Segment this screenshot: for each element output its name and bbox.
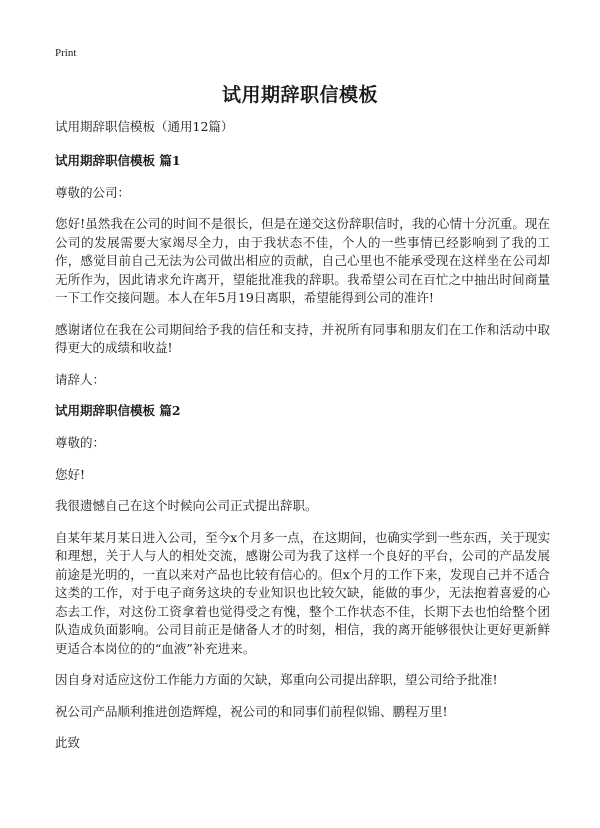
body-paragraph: 感谢诸位在我在公司期间给予我的信任和支持，并祝所有同事和朋友们在工作和活动中取得更大的成绩和收益! [55, 321, 550, 355]
document-subtitle: 试用期辞职信模板（通用12篇） [55, 119, 234, 134]
body-paragraph: 自某年某月某日进入公司，至今x个月多一点，在这期间，也确实学到一些东西，关于现实和理想，关于人与人的相处交流，感谢公司为我了这样一个良好的平台，公司的产品发展前途是光明的，一直以来对产品也比较有信心的。但x个月的工作下来，发现自己并不适合这类的工作，对于电子商务这块的专业知识也比较欠缺，能做的事少，无法抱着喜爱的心态去工作，对这份工资拿着也觉得受之有愧，整个工作状态不佳，长期下去也怕给整个团队造成负面影响。公司目前正是储备人才的时刻，相信，我的离开能够很快让更好更新鲜更适合本岗位的的“血液”补充进来。 [55, 529, 550, 656]
signature-line: 请辞人： [55, 371, 106, 387]
body-paragraph: 因自身对适应这份工作能力方面的欠缺，郑重向公司提出辞职，望公司给予批准! [55, 672, 498, 687]
page-title: 试用期辞职信模板 [221, 84, 378, 106]
section-1 [55, 152, 550, 390]
section-2 [55, 402, 550, 753]
print-link[interactable]: Print [55, 47, 77, 59]
section-heading: 试用期辞职信模板 篇2 [55, 403, 181, 418]
closing-line: 此致 [55, 735, 81, 750]
salutation: 尊敬的公司： [55, 184, 131, 200]
salutation: 尊敬的： [55, 435, 106, 450]
document-body [55, 118, 550, 766]
body-paragraph: 您好!虽然我在公司的时间不是很长，但是在递交这份辞职信时，我的心情十分沉重。现在公司的发展需要大家竭尽全力，由于我状态不佳，个人的一些事情已经影响到了我的工作，感觉目前自己无法为公司做出相应的贡献，自己心里也不能承受现在这样坐在公司却无所作为，因此请求允许离开，望能批准我的辞职。我希望公司在百忙之中抽出时间商量一下工作交接问题。本人在年5月19日离职，希望能得到公司的准许! [55, 216, 550, 305]
body-paragraph: 祝公司产品顺利推进创造辉煌，祝公司的和同事们前程似锦、鹏程万里! [55, 703, 448, 719]
body-paragraph: 我很遗憾自己在这个时候向公司正式提出辞职。 [55, 498, 318, 513]
section-heading: 试用期辞职信模板 篇1 [55, 152, 181, 168]
greeting: 您好! [55, 466, 86, 482]
